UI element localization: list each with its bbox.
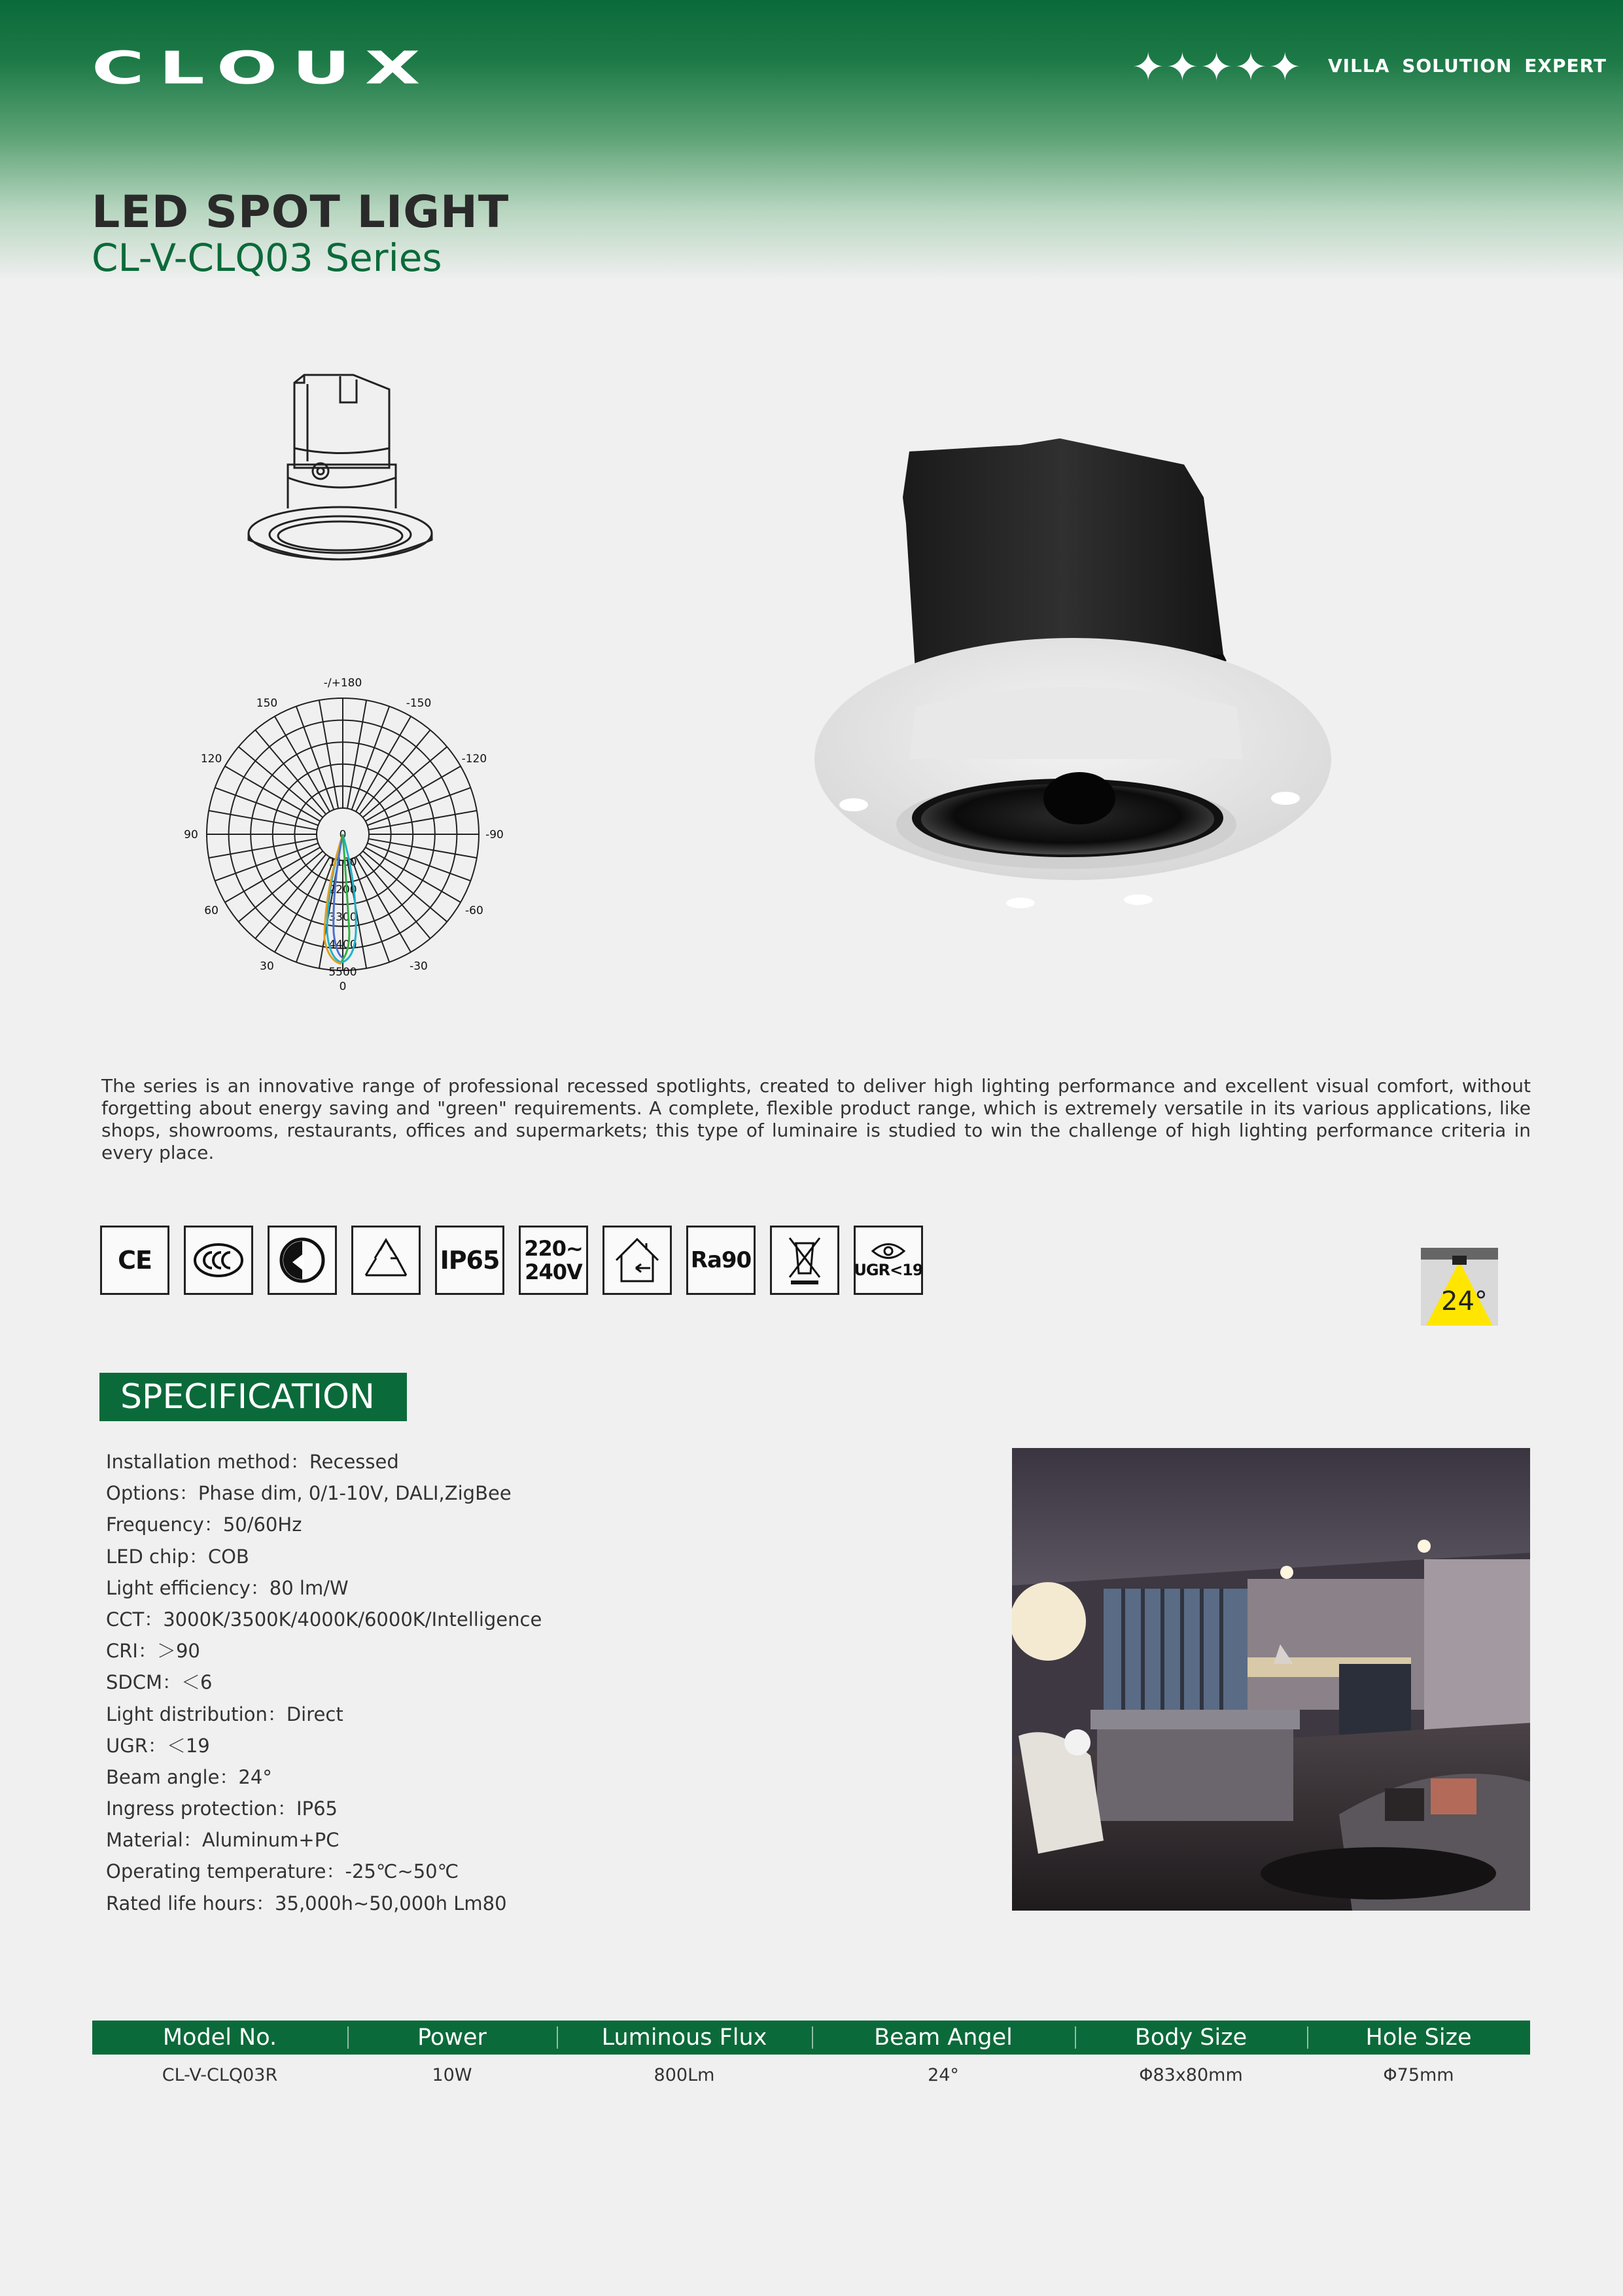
table-header-cell: Body Size <box>1075 2021 1307 2055</box>
table-cell: CL-V-CLQ03R <box>162 2064 278 2085</box>
spec-item: LED chip：COB <box>106 1545 249 1568</box>
spec-item: SDCM：＜6 <box>106 1671 213 1694</box>
rating-stars: ✦✦✦✦✦ <box>1132 44 1303 90</box>
application-room-image <box>1012 1448 1530 1911</box>
polar-angle-label: 90 <box>184 828 198 841</box>
beam-angle-label: 24° <box>1441 1286 1488 1316</box>
spec-item: Rated life hours：35,000h~50,000h Lm80 <box>106 1892 507 1915</box>
polar-angle-label: 150 <box>256 697 278 711</box>
polar-radial-label: 4400 <box>328 938 357 951</box>
green-dot-icon <box>268 1226 337 1295</box>
polar-spoke <box>368 811 476 830</box>
polar-angle-label: -30 <box>410 959 428 973</box>
polar-spoke <box>209 811 317 830</box>
polar-spoke <box>347 700 366 808</box>
spec-item: Material：Aluminum+PC <box>106 1829 340 1852</box>
voltage-icon: 220~ 240V <box>519 1226 588 1295</box>
ccc-mark-icon <box>184 1226 253 1295</box>
spec-item: Light efficiency：80 lm/W <box>106 1576 349 1599</box>
polar-radial-label: 3300 <box>328 911 357 924</box>
table-header-cell: Model No. <box>162 2024 277 2051</box>
table-cell: 24° <box>928 2064 959 2085</box>
table-header-cell: Luminous Flux <box>557 2021 812 2055</box>
table-cell: 800Lm <box>654 2064 715 2085</box>
table-header-cell: Hole Size <box>1307 2021 1530 2055</box>
spec-item: UGR：＜19 <box>106 1734 210 1757</box>
polar-spoke <box>209 839 317 858</box>
table-row <box>92 2058 1530 2091</box>
page-subtitle: CL-V-CLQ03 Series <box>92 236 442 280</box>
spec-item: CCT：3000K/3500K/4000K/6000K/Intelligence <box>106 1608 542 1631</box>
polar-angle-label: -120 <box>461 752 487 766</box>
table-cell: Φ83x80mm <box>1139 2064 1243 2085</box>
polar-spoke <box>368 839 476 858</box>
spec-item: Light distribution：Direct <box>106 1703 343 1725</box>
product-image <box>805 419 1393 916</box>
spec-item: Ingress protection：IP65 <box>106 1797 338 1820</box>
polar-radial-label: 5500 <box>328 966 357 979</box>
polar-spoke <box>319 700 338 808</box>
spec-item: Installation method：Recessed <box>106 1451 399 1473</box>
polar-angle-label: -/+180 <box>323 677 362 690</box>
table-header-cell: Power <box>347 2021 557 2055</box>
spec-item: Frequency：50/60Hz <box>106 1513 302 1536</box>
polar-radial-label: 0 <box>339 828 347 841</box>
brand-logo: CLOUX <box>92 42 435 94</box>
polar-radial-label: 2200 <box>328 883 357 896</box>
polar-angle-label: 60 <box>204 904 218 917</box>
spec-item: Beam angle：24° <box>106 1765 272 1788</box>
weee-bin-icon <box>770 1226 839 1295</box>
spec-item: CRI：＞90 <box>106 1640 200 1663</box>
ce-mark-icon: CE <box>100 1226 169 1295</box>
spec-item: Options：Phase dim, 0/1-10V, DALI,ZigBee <box>106 1482 512 1505</box>
product-line-drawing <box>242 363 438 573</box>
ip65-icon: IP65 <box>435 1226 504 1295</box>
table-header-cell: Beam Angel <box>812 2021 1075 2055</box>
spec-item: Operating temperature：-25℃~50℃ <box>106 1860 459 1883</box>
polar-angle-label: 120 <box>200 752 222 766</box>
table-cell: 10W <box>432 2064 472 2085</box>
certification-row <box>100 1226 923 1295</box>
indoor-house-icon <box>602 1226 672 1295</box>
polar-radial-label: 1100 <box>328 856 357 869</box>
ugr-eye-icon: UGR<19 <box>854 1226 923 1295</box>
polar-angle-label: 0 <box>339 980 347 993</box>
ra90-icon: Ra90 <box>686 1226 756 1295</box>
recycle-icon <box>351 1226 421 1295</box>
specification-list <box>106 1446 542 1919</box>
polar-angle-label: 30 <box>260 959 274 973</box>
page-title: LED SPOT LIGHT <box>92 186 510 238</box>
specification-header: SPECIFICATION <box>99 1373 407 1421</box>
table-cell: Φ75mm <box>1383 2064 1454 2085</box>
polar-angle-label: -150 <box>406 697 432 711</box>
description-text: The series is an innovative range of professional recessed spotlights, created to deliver high lighting performance and excellent visual comfort, without forgetting about energy saving and "green" requirements. A complete, flexible product range, which is extremely versatile in its various applications, like shops, showrooms, restaurants, offices and supermarkets; this type of luminaire is studied to win the challenge of high lighting performance criteria in every place. <box>101 1075 1531 1163</box>
polar-diagram <box>170 671 523 1011</box>
product-table-header <box>92 2021 1530 2055</box>
polar-angle-label: -60 <box>465 904 483 917</box>
brand-tagline: VILLA SOLUTION EXPERT <box>1328 55 1607 77</box>
polar-angle-label: -90 <box>485 828 504 841</box>
